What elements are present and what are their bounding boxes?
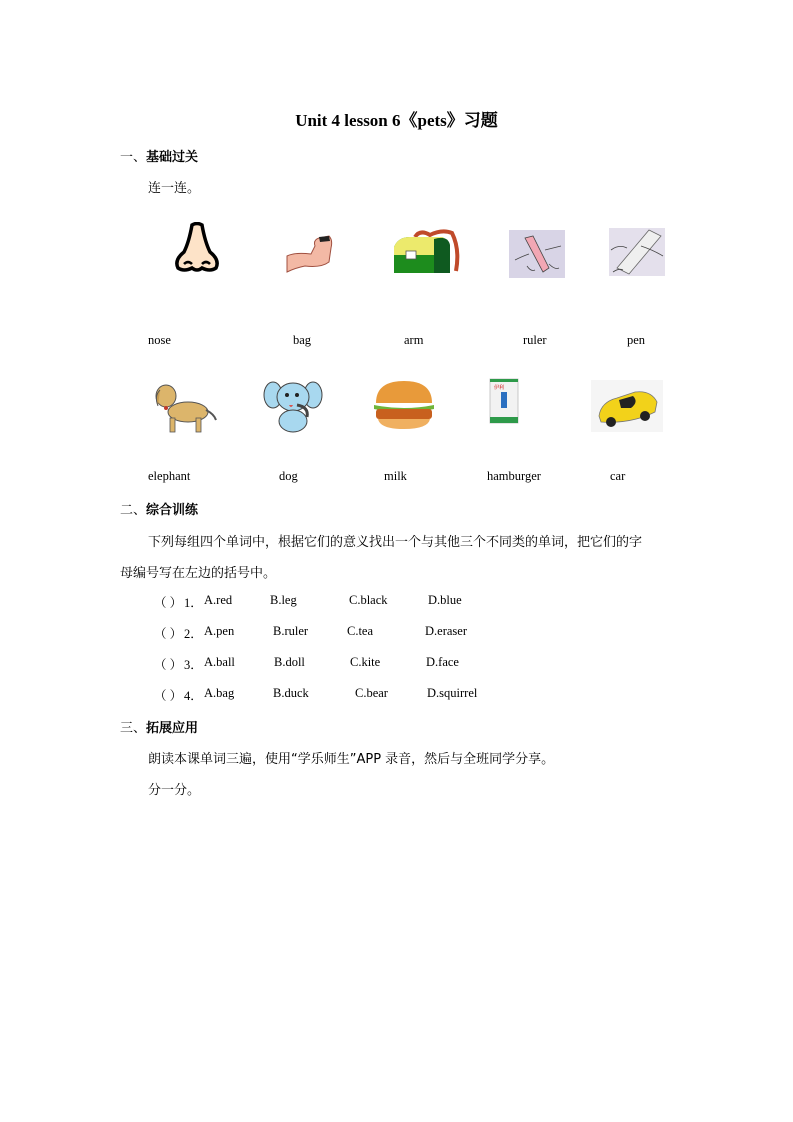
option-c: C.kite <box>350 655 381 669</box>
option-a: A.ball <box>204 655 235 669</box>
option-c: C.black <box>349 593 388 607</box>
section-1-instruction: 连一连。 <box>148 181 201 196</box>
nose-icon <box>172 222 222 274</box>
option-a: A.red <box>204 593 233 607</box>
answer-bracket[interactable]: （ ） <box>154 627 183 641</box>
option-b: B.doll <box>274 655 305 669</box>
option-c: C.tea <box>347 624 374 638</box>
word-hamburger: hamburger <box>487 469 541 483</box>
section-2-number: 二、 <box>120 503 147 518</box>
option-b: B.ruler <box>273 624 309 638</box>
option-a: A.bag <box>204 686 235 700</box>
word-bag: bag <box>293 333 312 347</box>
elephant-icon <box>263 377 323 435</box>
word-nose: nose <box>148 333 171 347</box>
section-1-number: 一、 <box>120 150 147 165</box>
option-d: D.squirrel <box>427 686 478 700</box>
option-d: D.face <box>426 655 459 669</box>
option-a: A.pen <box>204 624 235 638</box>
pen-icon <box>509 230 565 278</box>
ruler-icon <box>609 228 665 276</box>
question-number: 2． <box>184 627 203 641</box>
section-3-line-2: 分一分。 <box>148 783 201 798</box>
answer-bracket[interactable]: （ ） <box>154 689 183 703</box>
milk-icon <box>489 378 519 424</box>
word-ruler: ruler <box>523 333 547 347</box>
dog-icon <box>152 380 218 436</box>
arm-icon <box>285 234 335 274</box>
word-elephant: elephant <box>148 469 191 483</box>
word-dog: dog <box>279 469 298 483</box>
word-pen: pen <box>627 333 646 347</box>
word-car: car <box>610 469 626 483</box>
section-2-heading <box>120 499 198 518</box>
answer-bracket[interactable]: （ ） <box>154 658 183 672</box>
section-2-instruction-line-2: 母编号写在左边的括号中。 <box>120 566 277 581</box>
hamburger-icon <box>372 377 436 431</box>
option-b: B.duck <box>273 686 309 700</box>
bag-icon <box>390 229 462 277</box>
question-number: 3． <box>184 658 203 672</box>
section-3-line-1: 朗读本课单词三遍，使用“学乐师生”APP 录音，然后与全班同学分享。 <box>148 752 555 767</box>
option-c: C.bear <box>355 686 388 700</box>
svg-text:伊利: 伊利 <box>494 386 505 391</box>
option-d: D.blue <box>428 593 462 607</box>
section-3-title: 拓展应用 <box>146 721 199 736</box>
section-2-instruction-line-1: 下列每组四个单词中，根据它们的意义找出一个与其他三个不同类的单词，把它们的字 <box>148 535 643 550</box>
section-3-number: 三、 <box>120 721 147 736</box>
question-number: 4． <box>184 689 203 703</box>
answer-bracket[interactable]: （ ） <box>154 596 183 610</box>
section-2-title: 综合训练 <box>146 503 199 518</box>
option-d: D.eraser <box>425 624 467 638</box>
option-b: B.leg <box>270 593 297 607</box>
page-title: Unit 4 lesson 6《pets》习题 <box>295 111 498 130</box>
word-arm: arm <box>404 333 424 347</box>
word-milk: milk <box>384 469 407 483</box>
question-number: 1． <box>184 596 203 610</box>
section-3-heading <box>120 717 198 736</box>
section-1-heading <box>120 146 198 165</box>
car-icon <box>591 380 663 432</box>
section-1-title: 基础过关 <box>146 150 199 165</box>
